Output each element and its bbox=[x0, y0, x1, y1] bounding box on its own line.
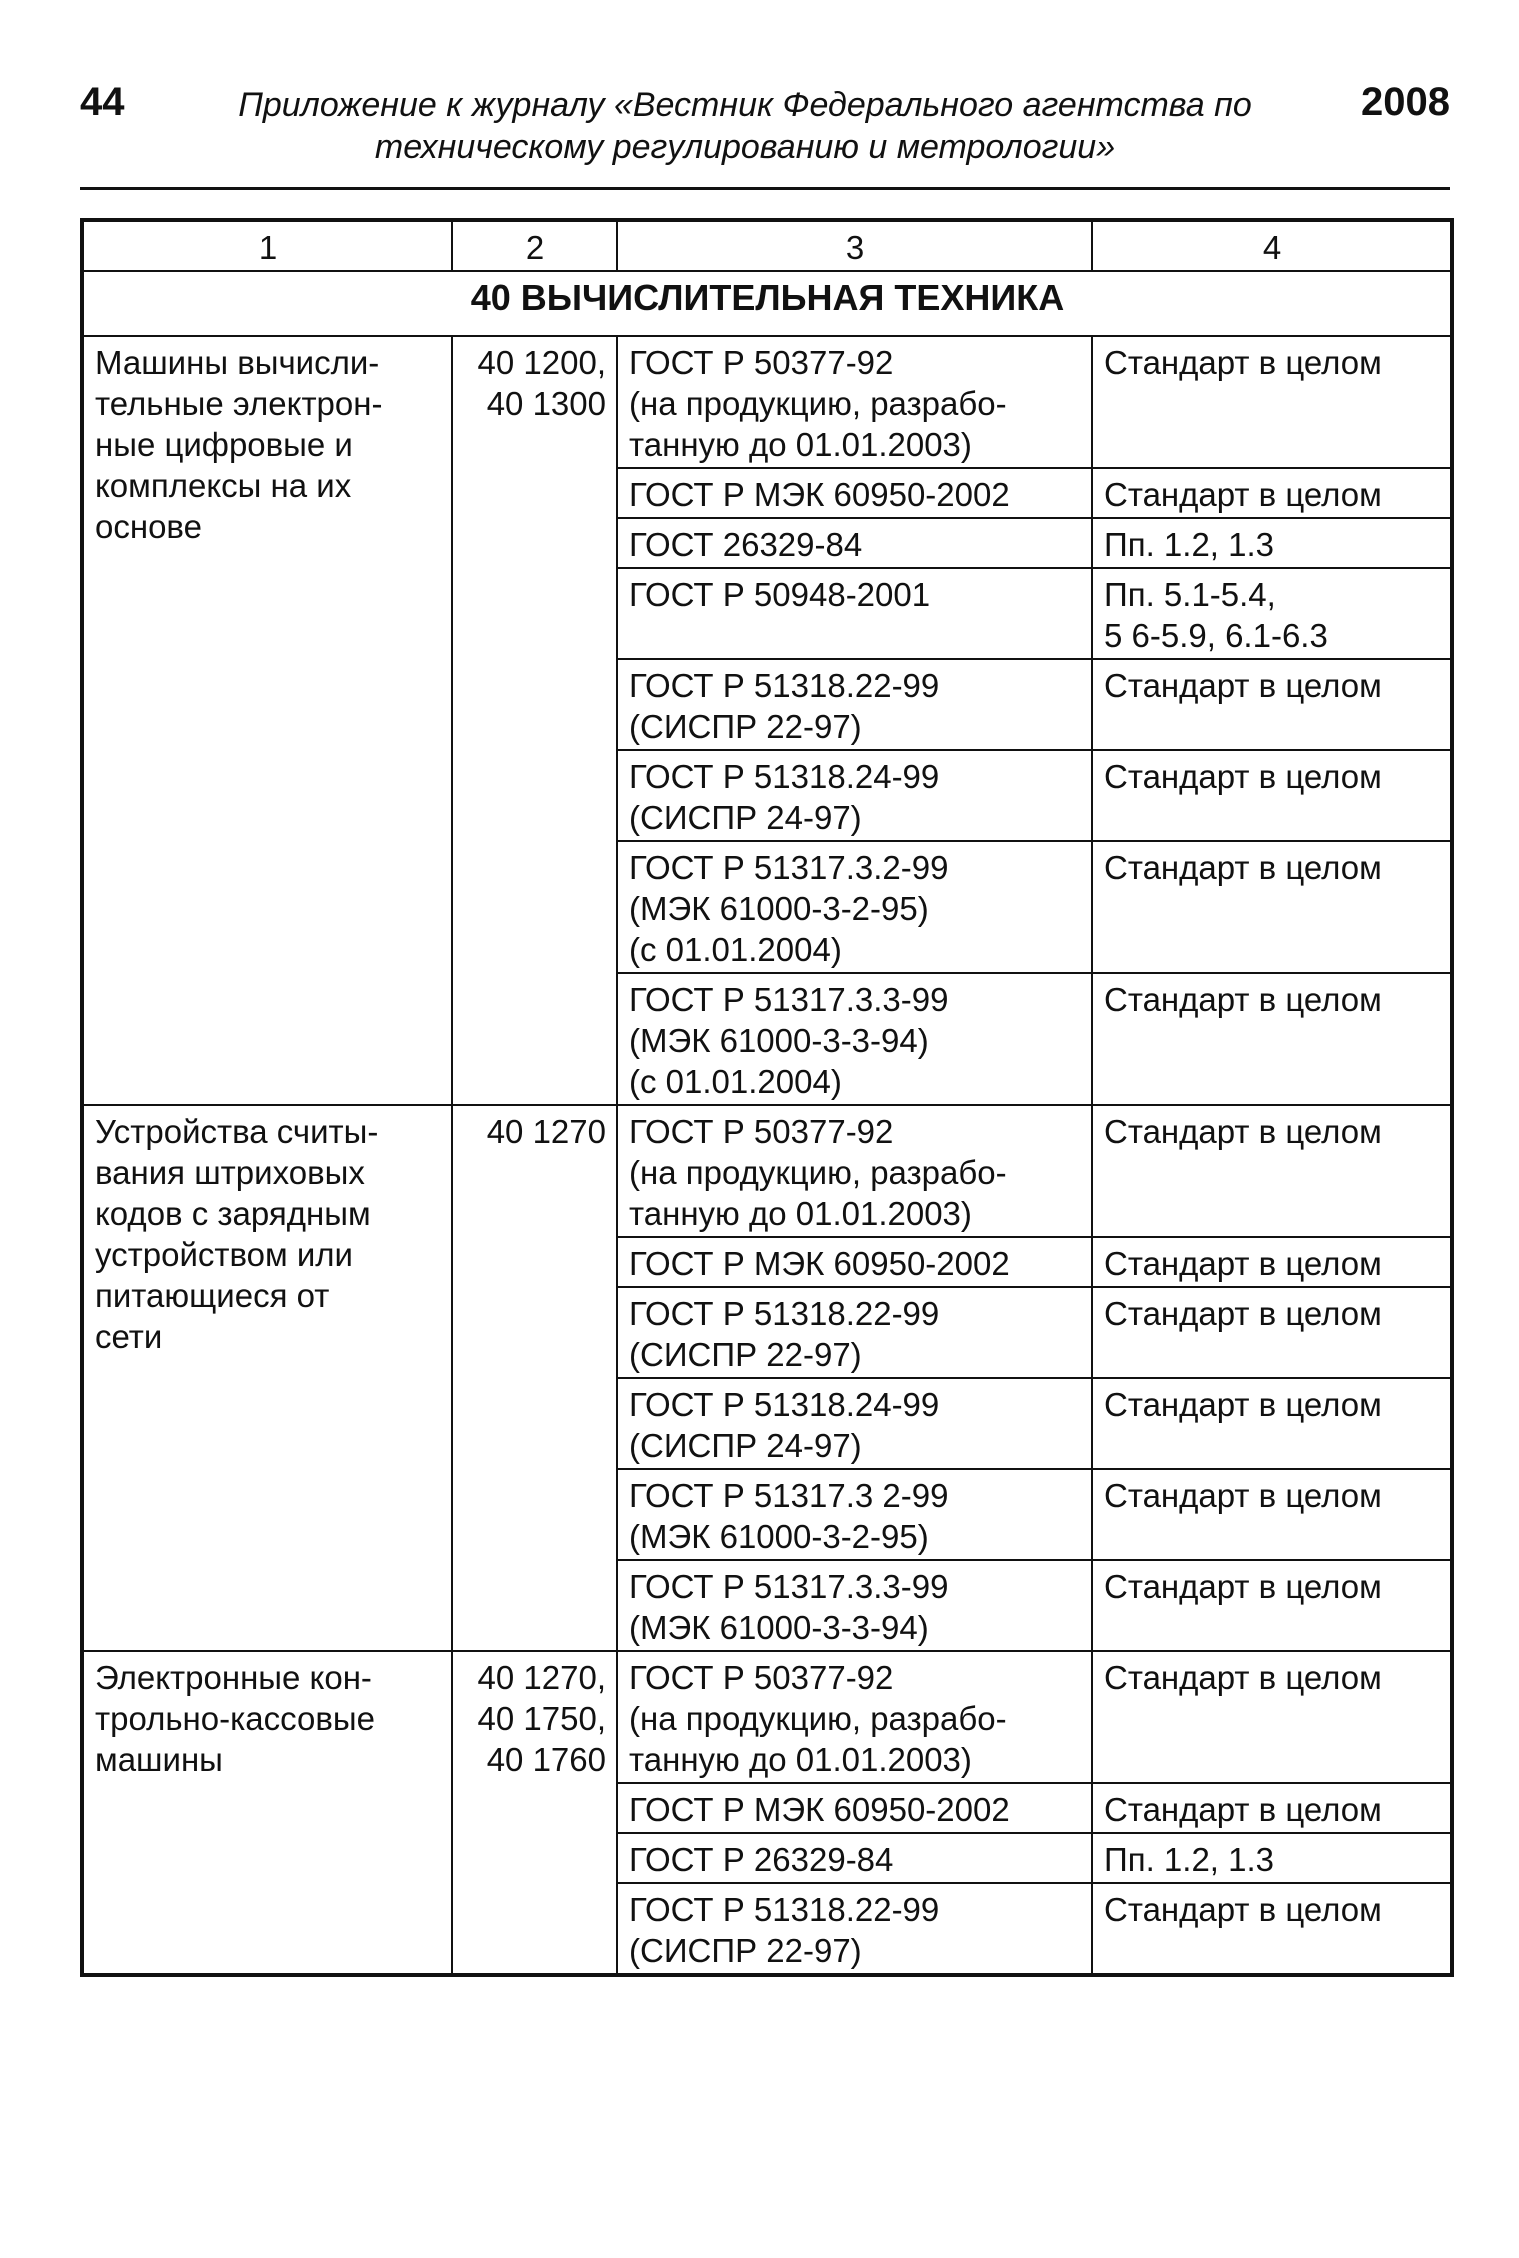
scope-cell: Стандарт в целом bbox=[1092, 750, 1452, 841]
standard-cell: ГОСТ Р 51317.3.3-99 (МЭК 61000-3-3-94) bbox=[617, 1560, 1092, 1651]
page-header bbox=[80, 78, 1450, 190]
column-header: 4 bbox=[1092, 220, 1452, 271]
header-year: 2008 bbox=[1361, 80, 1450, 124]
scope-cell: Стандарт в целом bbox=[1092, 1105, 1452, 1237]
standard-cell: ГОСТ 26329-84 bbox=[617, 518, 1092, 568]
standard-cell: ГОСТ Р 50377-92 (на продукцию, разрабо- танную до 01.01.2003) bbox=[617, 336, 1092, 468]
column-header: 3 bbox=[617, 220, 1092, 271]
standard-cell: ГОСТ Р 51318.22-99 (СИСПР 22-97) bbox=[617, 1287, 1092, 1378]
scope-cell: Стандарт в целом bbox=[1092, 336, 1452, 468]
product-name-cell: Машины вычисли- тельные электрон- ные цифровые и комплексы на их основе bbox=[82, 336, 452, 1105]
scope-cell: Стандарт в целом bbox=[1092, 1883, 1452, 1975]
column-header: 2 bbox=[452, 220, 617, 271]
scope-cell: Стандарт в целом bbox=[1092, 659, 1452, 750]
scope-cell: Стандарт в целом bbox=[1092, 1783, 1452, 1833]
standard-cell: ГОСТ Р МЭК 60950-2002 bbox=[617, 468, 1092, 518]
section-title: 40 ВЫЧИСЛИТЕЛЬНАЯ ТЕХНИКА bbox=[82, 271, 1452, 336]
product-codes-cell: 40 1200, 40 1300 bbox=[452, 336, 617, 1105]
standard-cell: ГОСТ Р 50377-92 (на продукцию, разрабо- танную до 01.01.2003) bbox=[617, 1105, 1092, 1237]
product-name-cell: Устройства считы- вания штриховых кодов с зарядным устройством или питающиеся от сети bbox=[82, 1105, 452, 1651]
scope-cell: Стандарт в целом bbox=[1092, 1287, 1452, 1378]
scope-cell: Стандарт в целом bbox=[1092, 973, 1452, 1105]
standard-cell: ГОСТ Р 51318.24-99 (СИСПР 24-97) bbox=[617, 750, 1092, 841]
scope-cell: Стандарт в целом bbox=[1092, 1560, 1452, 1651]
journal-title: Приложение к журналу «Вестник Федерального агентства по техническому регулированию и метрологии» bbox=[238, 86, 1252, 166]
scope-cell: Стандарт в целом bbox=[1092, 1469, 1452, 1560]
scope-cell: Стандарт в целом bbox=[1092, 468, 1452, 518]
scope-cell: Стандарт в целом bbox=[1092, 1237, 1452, 1287]
scope-cell: Стандарт в целом bbox=[1092, 1651, 1452, 1783]
scope-cell: Пп. 1.2, 1.3 bbox=[1092, 518, 1452, 568]
table-row bbox=[82, 336, 1452, 468]
column-header: 1 bbox=[82, 220, 452, 271]
header-rule bbox=[80, 187, 1450, 190]
standard-cell: ГОСТ Р 51318.22-99 (СИСПР 22-97) bbox=[617, 659, 1092, 750]
table-row bbox=[82, 1651, 1452, 1783]
standard-cell: ГОСТ Р 50377-92 (на продукцию, разрабо- танную до 01.01.2003) bbox=[617, 1651, 1092, 1783]
standard-cell: ГОСТ Р 26329-84 bbox=[617, 1833, 1092, 1883]
scope-cell: Пп. 5.1-5.4, 5 6-5.9, 6.1-6.3 bbox=[1092, 568, 1452, 659]
standard-cell: ГОСТ Р МЭК 60950-2002 bbox=[617, 1237, 1092, 1287]
standard-cell: ГОСТ Р 51318.24-99 (СИСПР 24-97) bbox=[617, 1378, 1092, 1469]
scope-cell: Стандарт в целом bbox=[1092, 841, 1452, 973]
product-codes-cell: 40 1270 bbox=[452, 1105, 617, 1651]
standard-cell: ГОСТ Р МЭК 60950-2002 bbox=[617, 1783, 1092, 1833]
standard-cell: ГОСТ Р 51317.3.3-99 (МЭК 61000-3-3-94) (с 01.01.2004) bbox=[617, 973, 1092, 1105]
product-name-cell: Электронные кон- трольно-кассовые машины bbox=[82, 1651, 452, 1975]
page-number: 44 bbox=[80, 80, 125, 124]
standard-cell: ГОСТ Р 50948-2001 bbox=[617, 568, 1092, 659]
section-row bbox=[82, 271, 1452, 336]
standards-table bbox=[80, 218, 1454, 1977]
standard-cell: ГОСТ Р 51318.22-99 (СИСПР 22-97) bbox=[617, 1883, 1092, 1975]
table-row bbox=[82, 1105, 1452, 1237]
scope-cell: Пп. 1.2, 1.3 bbox=[1092, 1833, 1452, 1883]
column-header-row bbox=[82, 220, 1452, 271]
product-codes-cell: 40 1270, 40 1750, 40 1760 bbox=[452, 1651, 617, 1975]
scope-cell: Стандарт в целом bbox=[1092, 1378, 1452, 1469]
standard-cell: ГОСТ Р 51317.3.2-99 (МЭК 61000-3-2-95) (с 01.01.2004) bbox=[617, 841, 1092, 973]
standard-cell: ГОСТ Р 51317.3 2-99 (МЭК 61000-3-2-95) bbox=[617, 1469, 1092, 1560]
